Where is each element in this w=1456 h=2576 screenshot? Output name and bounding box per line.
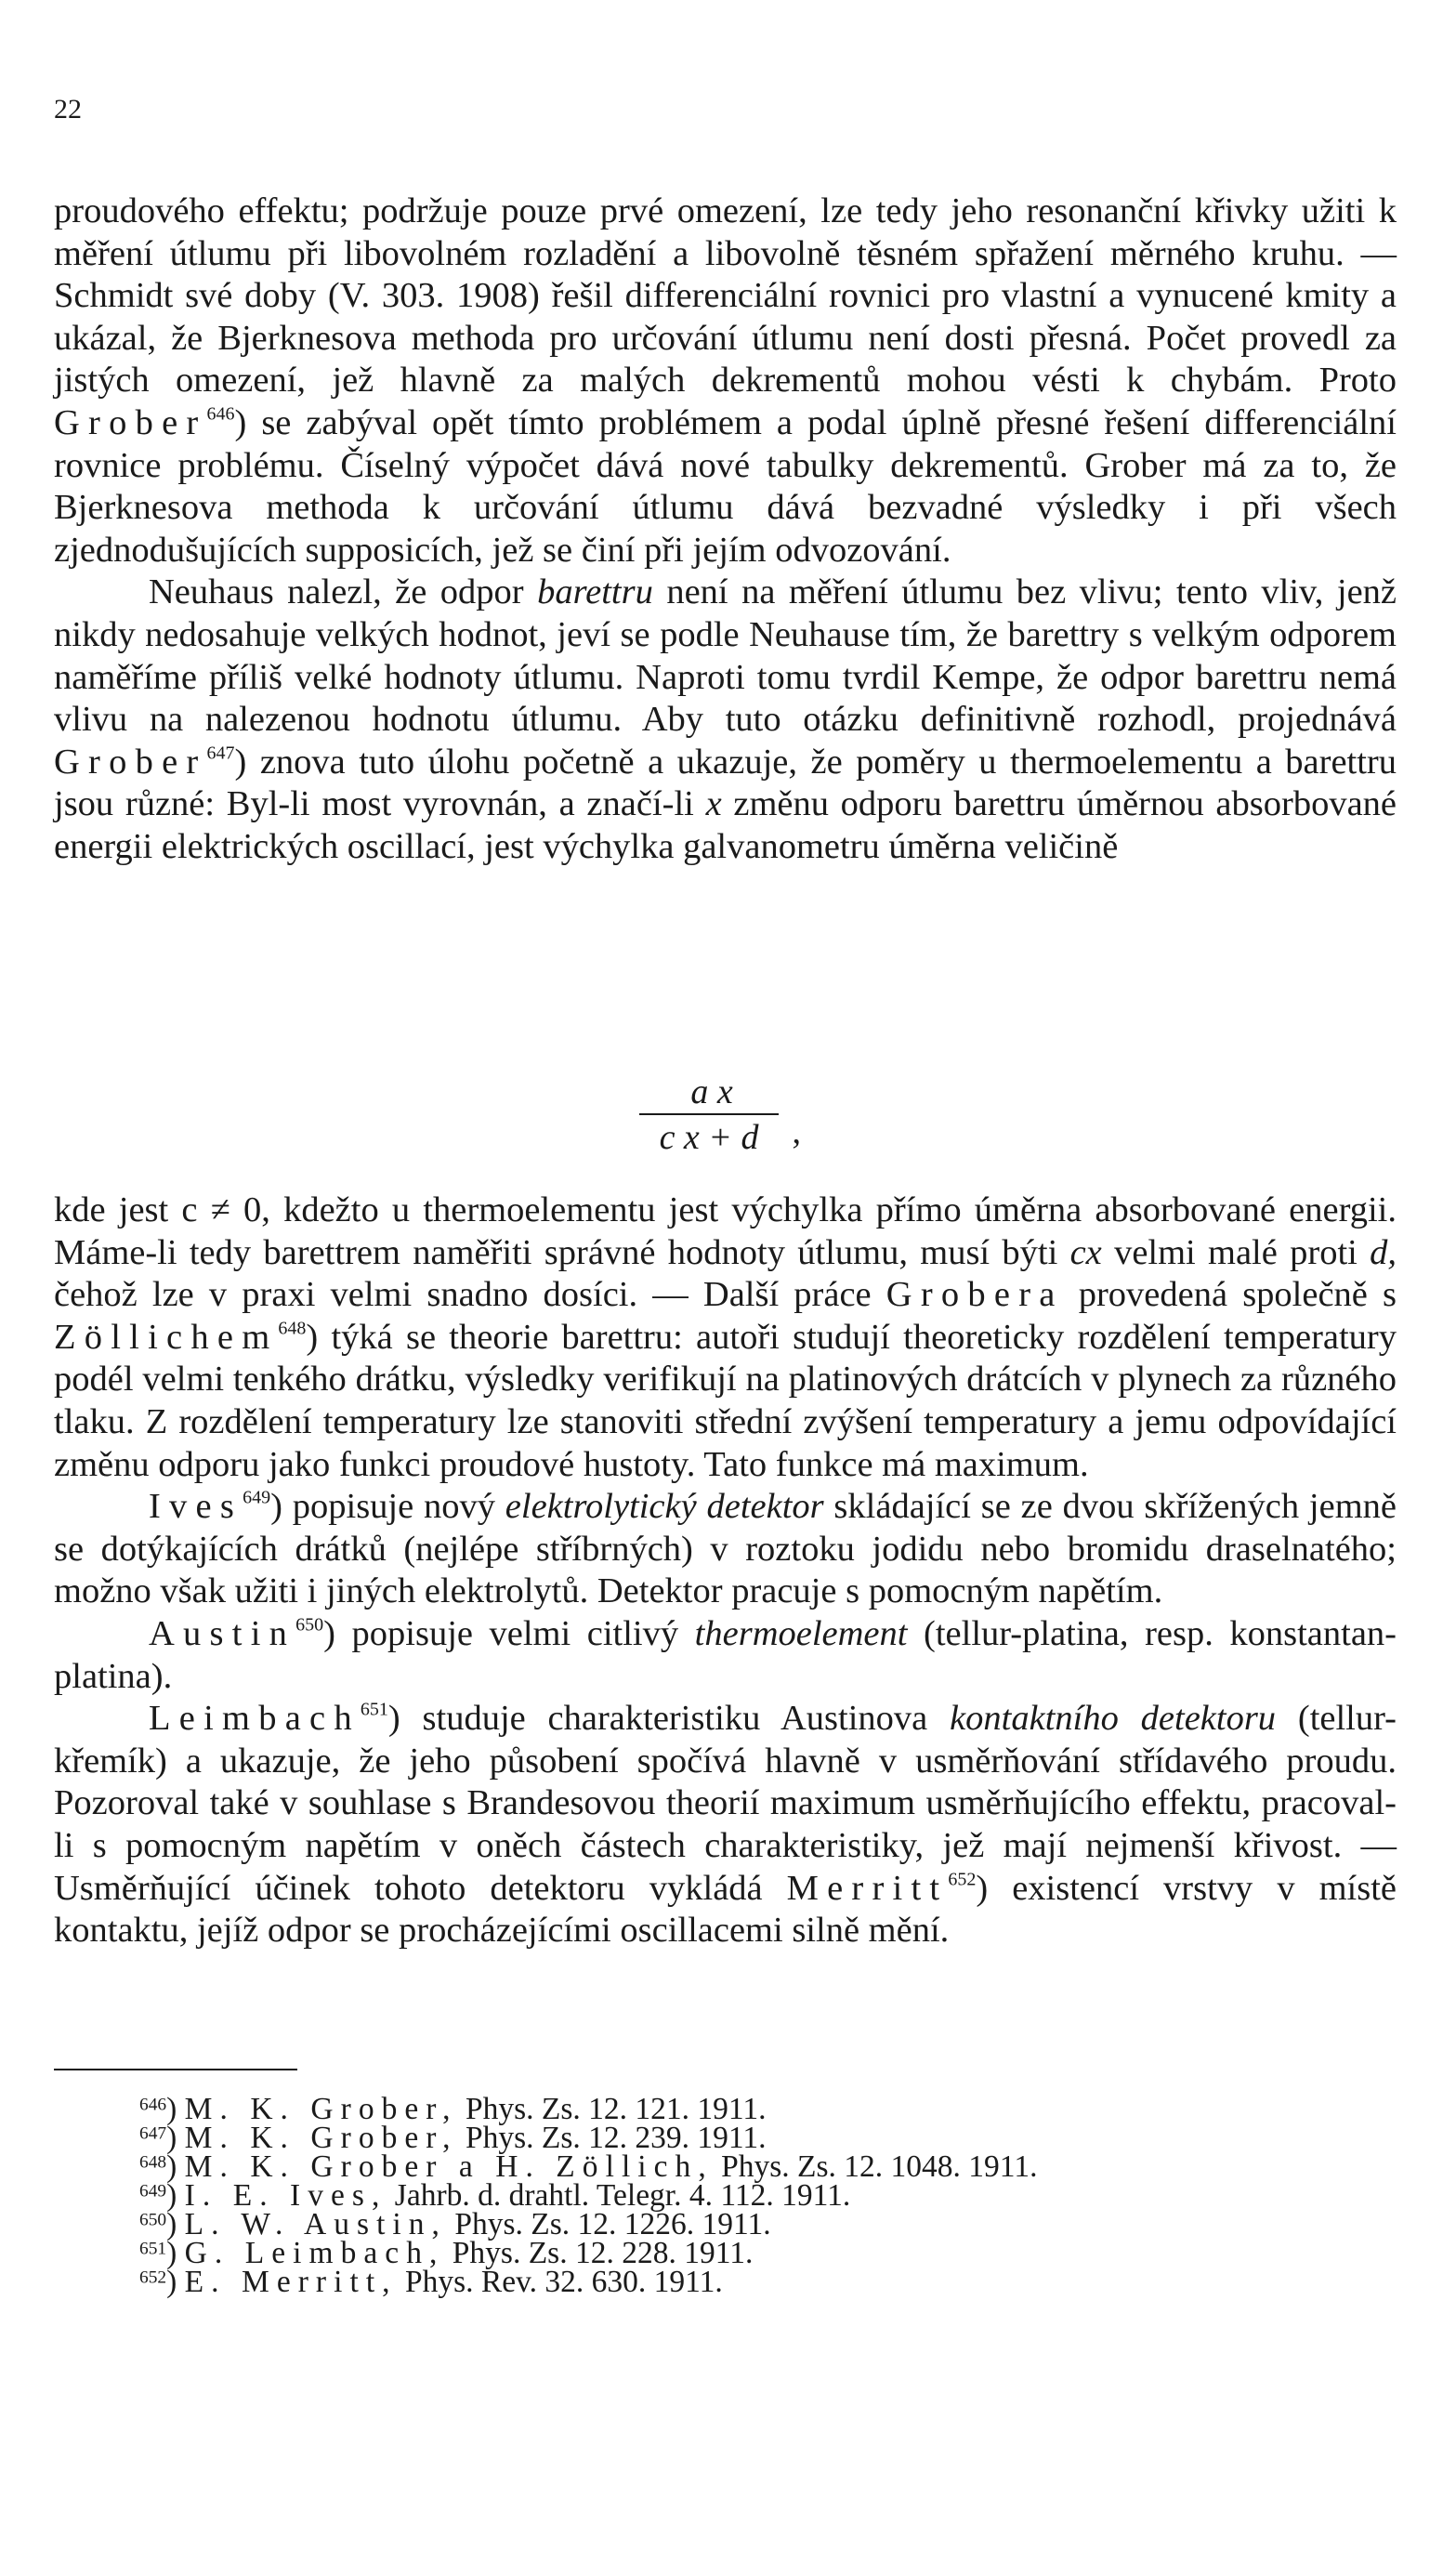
footnote-number: 649 (139, 2181, 167, 2201)
footnote-author: M. K. Grober a H. Zöllich, (184, 2149, 714, 2184)
paragraph-text: ) existencí vrstvy v místě kontaktu, jejíž odpor se procházejícími oscillacemi silně mění. (54, 1868, 1397, 1951)
footnote-ref: 650 (295, 1614, 324, 1636)
paragraph-text: proudového effektu; podržuje pouze prvé omezení, lze tedy jeho resonanční křivky užiti k měření útlumu při libovolném rozladění a libovolně těsném spřažení měrného kruhu. — Schmidt své doby (V. 303. 1908) řešil differenciální rovnici pro vlastní a vynucené kmity a ukázal, že Bjerknesova methoda pro určování útlumu není dosti přesná. Počet provedl za jistých omezení, jež hlavně za malých dekrementů mohou vésti k chybám. Proto (54, 191, 1397, 401)
footnote-reference: Jahrb. d. drahtl. Telegr. 4. 112. 1911. (394, 2178, 851, 2213)
emphasis-term: elektrolytický detektor (505, 1487, 824, 1527)
paragraph-text: ) znova tuto úlohu početně a ukazuje, že poměry u thermoelementu a barettru jsou různé: Byl-li most vyrovnán, a značí-li (54, 742, 1397, 824)
paragraph-leimbach (54, 1698, 1397, 1952)
paragraph-text: velmi malé proti (1101, 1232, 1371, 1272)
footnote-651: $^{651}$) G. Leimbach, Phys. Zs. 12. 228. 1911. (139, 2236, 754, 2270)
fraction-formula (639, 1071, 801, 1160)
formula-comma: , (792, 1112, 801, 1151)
paragraph-text: provedená společně s (1063, 1275, 1397, 1315)
paragraph-text: kde jest c ≠ 0, kdežto u thermoelementu jest výchylka přímo úměrna absorbované energii. Máme-li tedy barettrem naměřiti správné hodnoty útlumu, musí býti (54, 1190, 1397, 1272)
footnote-646: $^{646}$) M. K. Grober, Phys. Zs. 12. 121. 1911. (139, 2092, 767, 2126)
footnote-number: 647 (139, 2123, 167, 2144)
footnote-ref: 651 (360, 1699, 388, 1720)
paragraph-text: ) studuje charakteristiku Austinova (387, 1699, 951, 1739)
footnote-reference: Phys. Zs. 12. 1226. 1911. (454, 2207, 771, 2241)
footnote-author: I. E. Ives, (184, 2178, 387, 2213)
paragraph-grober (54, 191, 1397, 572)
footnote-number: 650 (139, 2210, 167, 2230)
paragraph-text: (tellur-křemík) a ukazuje, že jeho působení spočívá hlavně v usměrňování střídavého proudu. Pozoroval také v souhlase s Brandesovou theorií maximum usměrňujícího effektu, pracoval-li s pomocným napětím v oněch částech charakteristiky, jež mají nejmenší křivost. — Usměrňující účinek tohoto detektoru vykládá (54, 1699, 1397, 1908)
page-number: 22 (54, 94, 82, 125)
footnote-647: $^{647}$) M. K. Grober, Phys. Zs. 12. 239. 1911. (139, 2121, 767, 2155)
footnote-650: $^{650}$) L. W. Austin, Phys. Zs. 12. 1226. 1911. (139, 2207, 771, 2241)
footnote-ref: 652 (948, 1868, 977, 1889)
footnote-number: 646 (139, 2095, 167, 2115)
paragraph-text: není na měření útlumu bez vlivu; tento vliv, jenž nikdy nedosahuje velkých hodnot, jeví se podle Neuhause tím, že barettry s velkým odporem naměříme příliš velké hodnoty útlumu. Naproti tomu tvrdil Kempe, že odpor barettru nemá vlivu na nalezenou hodnotu útlumu. Aby tuto otázku definitivně rozhodl, projednává (54, 572, 1397, 740)
footnote-author: E. Merritt, (184, 2265, 398, 2299)
footnote-reference: Phys. Rev. 32. 630. 1911. (404, 2265, 723, 2299)
author-name: Merritt (786, 1868, 949, 1908)
footnote-number: 648 (139, 2152, 167, 2173)
footnote-652: $^{652}$) E. Merritt, Phys. Rev. 32. 630. 1911. (139, 2265, 723, 2299)
formula-denominator: c x + d (659, 1118, 759, 1157)
paragraph-text: změnu odporu barettru úměrnou absorbované energii elektrických oscillací, jest výchylka galvanometru úměrna veličině (54, 784, 1397, 866)
math-variable: cx (1069, 1232, 1102, 1272)
footnote-ref: 647 (206, 743, 235, 764)
footnote-reference: Phys. Zs. 12. 1048. 1911. (721, 2149, 1038, 2184)
footnote-author: M. K. Grober, (184, 2092, 458, 2126)
math-variable: x (705, 784, 722, 824)
footnote-reference: Phys. Zs. 12. 121. 1911. (465, 2092, 767, 2126)
paragraph-text: Neuhaus nalezl, že odpor (149, 572, 538, 612)
footnote-ref: 648 (278, 1318, 307, 1339)
footnote-reference: Phys. Zs. 12. 239. 1911. (465, 2121, 767, 2155)
paragraph-neuhaus (54, 572, 1397, 868)
author-name: Austin (149, 1613, 296, 1653)
author-name: Grobera (885, 1275, 1064, 1315)
formula-numerator: a x (690, 1072, 733, 1111)
paragraph-text: ) popisuje nový (270, 1487, 505, 1527)
author-name: Leimbach (149, 1699, 361, 1739)
footnote-number: 651 (139, 2239, 167, 2259)
footnote-reference: Phys. Zs. 12. 228. 1911. (452, 2236, 754, 2270)
author-name: Ives (149, 1487, 243, 1527)
emphasis-term: thermoelement (694, 1613, 908, 1653)
footnote-author: M. K. Grober, (184, 2121, 458, 2155)
footnote-649: $^{649}$) I. E. Ives, Jahrb. d. drahtl. Telegr. 4. 112. 1911. (139, 2178, 851, 2213)
footnote-author: G. Leimbach, (184, 2236, 445, 2270)
body-text-upper (54, 191, 1397, 869)
paragraph-kde (54, 1189, 1397, 1486)
footnote-648: $^{648}$) M. K. Grober a H. Zöllich, Phys. Zs. 12. 1048. 1911. (139, 2149, 1038, 2184)
paragraph-text: čehož lze v praxi velmi snadno dosíci. — Další práce (54, 1275, 886, 1315)
paragraph-text: skládající se ze dvou skřížených jemně se dotýkajících drátků (nejlépe stříbrných) v roztoku jodidu nebo bromidu draselnatého; možno však užiti i jiných elektrolytů. Detektor pracuje s pomocným napětím. (54, 1487, 1397, 1611)
paragraph-austin (54, 1613, 1397, 1698)
emphasis-term: barettru (537, 572, 653, 612)
author-name: Zöllichem (54, 1317, 279, 1357)
paragraph-text: ) popisuje velmi citlivý (323, 1613, 695, 1653)
author-name: Grober (54, 402, 207, 442)
emphasis-term: kontaktního detektoru (950, 1699, 1277, 1739)
footnote-number: 652 (139, 2267, 167, 2288)
paragraph-text: ) týká se theorie barettru: autoři studují theoreticky rozdělení temperatury podél velmi tenkého drátku, výsledky verifikují na platinových drátcích v plynech za různého tlaku. Z rozdělení temperatury lze stanoviti střední zvýšení temperatury a jemu odpovídající změnu odporu jako funkci proudové hustoty. Tato funkce má maximum. (54, 1317, 1397, 1484)
body-text-lower (54, 1189, 1397, 1952)
author-name: Grober (54, 742, 207, 782)
paragraph-ives (54, 1486, 1397, 1613)
footnote-divider (54, 2069, 297, 2070)
footnote-ref: 649 (243, 1487, 271, 1508)
math-variable: d, (1370, 1232, 1397, 1272)
footnote-author: L. W. Austin, (184, 2207, 447, 2241)
footnotes (139, 2092, 1347, 2299)
paragraph-text: (tellur-platina, resp. konstantan-platina). (54, 1613, 1397, 1696)
paragraph-text: ) se zabýval opět tímto problémem a podal úplně přesné řešení differenciální rovnice problému. Číselný výpočet dává nové tabulky dekrementů. Grober má za to, že Bjerknesova methoda k určování útlumu dává bezvadné výsledky i při všech zjednodušujících supposicích, jež se činí při jejím odvozování. (54, 402, 1397, 570)
footnote-ref: 646 (206, 403, 235, 425)
